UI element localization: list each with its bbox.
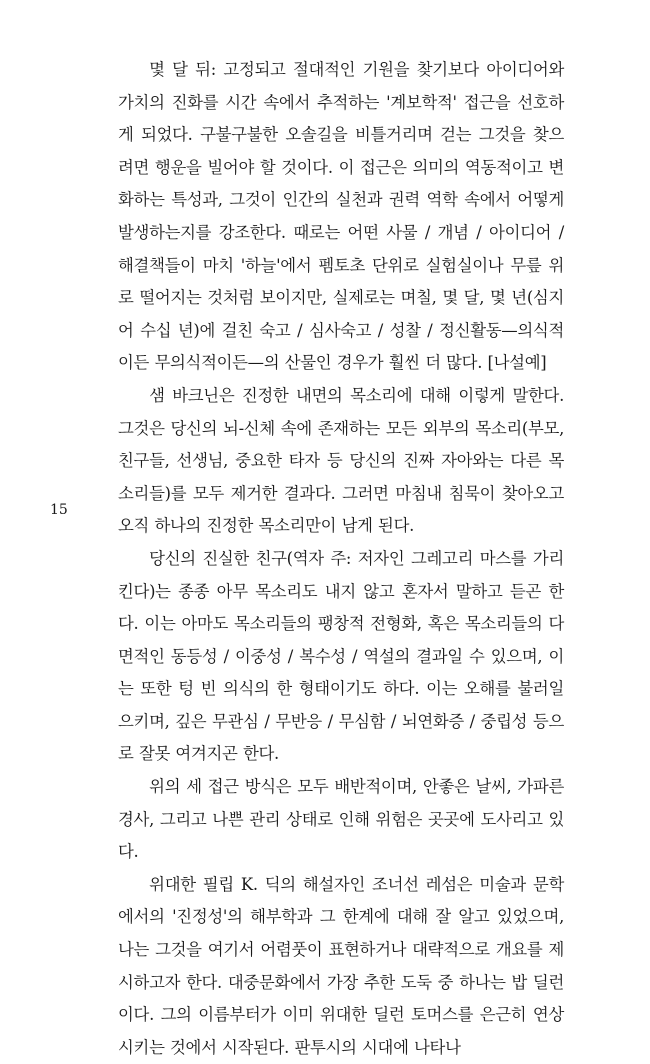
paragraph-inner-voice: 샘 바크닌은 진정한 내면의 목소리에 대해 이렇게 말한다. 그것은 당신의 뇌-신체 속에 존재하는 모든 외부의 목소리(부모, 친구들, 선생님, 중요한 타자 등 당신의 진짜 자아와는 다른 목소리들)를 모두 제거한 결과다. 그러면 마침내 침묵이 찾아오고 오직 하나의 진정한 목소리만이 남게 된다.: [118, 385, 564, 536]
margin-line-number: 15: [50, 502, 68, 518]
paragraph-true-friend: 당신의 진실한 친구(역자 주: 저자인 그레고리 마스를 가리킨다)는 종종 아무 목소리도 내지 않고 혼자서 말하고 듣곤 한다. 이는 아마도 목소리들의 팽창적 전형화, 혹은 목소리들의 다면적인 동등성 / 이중성 / 복수성 / 역설의 결과일 수 있으며, 이는 또한 텅 빈 의식의 한 형태이기도 하다. 이는 오해를 불러일으키며, 깊은 무관심 / 무반응 / 무심함 / 뇌연화증 / 중립성 등으로 잘못 여겨지곤 한다.: [118, 548, 564, 764]
body-text: [118, 54, 564, 1064]
paragraph-three-approaches: 위의 세 접근 방식은 모두 배반적이며, 안좋은 날씨, 가파른 경사, 그리고 나쁜 관리 상태로 인해 위험은 곳곳에 도사리고 있다.: [118, 777, 564, 862]
paragraph-genealogy: 몇 달 뒤: 고정되고 절대적인 기원을 찾기보다 아이디어와 가치의 진화를 시간 속에서 추적하는 '계보학적' 접근을 선호하게 되었다. 구불구불한 오솔길을 비틀거리며 걷는 그것을 찾으려면 행운을 빌어야 할 것이다. 이 접근은 의미의 역동적이고 변화하는 특성과, 그것이 인간의 실천과 권력 역학 속에서 어떻게 발생하는지를 강조한다. 때로는 어떤 사물 / 개념 / 아이디어 / 해결책들이 마치 '하늘'에서 펨토초 단위로 실험실이나 무릎 위로 떨어지는 것처럼 보이지만, 실제로는 며칠, 몇 달, 몇 년(심지어 수십 년)에 걸친 숙고 / 심사숙고 / 성찰 / 정신활동—의식적이든 무의식적이든—의 산물인 경우가 훨씬 더 많다. [나설예]: [118, 60, 564, 373]
paragraph-lethem: 위대한 필립 K. 딕의 해설자인 조너선 레섬은 미술과 문학에서의 '진정성'의 해부학과 그 한계에 대해 잘 알고 있었으며, 나는 그것을 여기서 어렴풋이 표현하거나 대략적으로 개요를 제시하고자 한다. 대중문화에서 가장 추한 도둑 중 하나는 밥 딜런이다. 그의 이름부터가 이미 위대한 딜런 토머스를 은근히 연상시키는 것에서 시작된다. 판투시의 시대에 나타나: [118, 874, 564, 1057]
